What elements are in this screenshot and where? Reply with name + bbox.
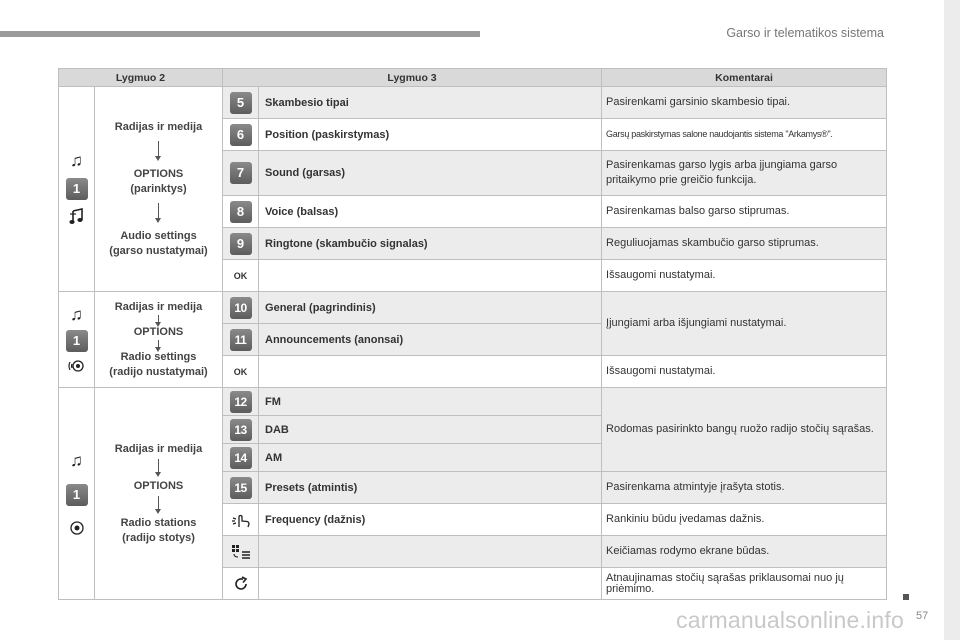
level1-cell	[59, 292, 95, 388]
setting-comment: Pasirenkamas garso lygis arba įjungiama garso pritaikymo prie greičio funkcija.	[602, 151, 887, 196]
step-badge: 6	[230, 124, 252, 146]
path-radio-media: Radijas ir medija	[114, 300, 203, 313]
setting-name: Presets (atmintis)	[259, 472, 602, 504]
setting-comment: Reguliuojamas skambučio garso stiprumas.	[602, 228, 887, 260]
audio-settings-icon	[68, 208, 86, 226]
setting-comment: Keičiamas rodymo ekrane būdas.	[602, 536, 887, 568]
arrow-down-icon	[158, 141, 159, 159]
setting-name: General (pagrindinis)	[259, 292, 602, 324]
arrow-down-icon	[158, 459, 159, 475]
arrow-down-icon	[158, 315, 159, 325]
header-level3: Lygmuo 3	[223, 69, 602, 87]
table-row	[59, 292, 887, 324]
level2-path-cell	[95, 292, 223, 388]
path-radio-media: Radijas ir medija	[114, 442, 203, 455]
setting-name: Frequency (dažnis)	[259, 504, 602, 536]
header-comment: Komentarai	[602, 69, 887, 87]
level2-path-cell	[95, 388, 223, 600]
empty-name	[259, 536, 602, 568]
number-cell	[223, 119, 259, 151]
page-number: 57	[916, 610, 929, 622]
radio-settings-icon	[68, 358, 86, 374]
path-options: OPTIONS	[133, 167, 184, 180]
number-cell	[223, 292, 259, 324]
setting-comment: Pasirenkama atmintyje įrašyta stotis.	[602, 472, 887, 504]
number-cell	[223, 388, 259, 416]
ok-label: OK	[233, 270, 248, 281]
setting-comment: Rodomas pasirinkto bangų ruožo radijo stočių sąrašas.	[602, 388, 887, 472]
setting-comment: Išsaugomi nustatymai.	[602, 356, 887, 388]
empty-name	[259, 260, 602, 292]
ok-label: OK	[233, 366, 248, 377]
step-badge: 8	[230, 201, 252, 223]
arrow-down-icon	[158, 203, 159, 221]
number-cell	[223, 87, 259, 119]
path-audio-settings-sub: (garso nustatymai)	[109, 244, 208, 257]
level1-cell	[59, 87, 95, 292]
number-cell	[223, 151, 259, 196]
number-cell	[223, 416, 259, 444]
path-options-sub: (parinktys)	[130, 182, 187, 195]
empty-name	[259, 356, 602, 388]
table-row	[59, 388, 887, 416]
path-options: OPTIONS	[133, 479, 184, 492]
setting-name: AM	[259, 444, 602, 472]
path-radio-media: Radijas ir medija	[114, 120, 203, 133]
step-badge: 9	[230, 233, 252, 255]
setting-name: Sound (garsas)	[259, 151, 602, 196]
step-badge: 7	[230, 162, 252, 184]
setting-comment: Pasirenkami garsinio skambesio tipai.	[602, 87, 887, 119]
step-badge: 13	[230, 419, 252, 441]
path-audio-settings: Audio settings	[120, 229, 197, 242]
radio-stations-icon	[69, 520, 85, 536]
arrow-down-icon	[158, 340, 159, 350]
ok-cell	[223, 356, 259, 388]
settings-table	[58, 68, 887, 600]
refresh-icon	[232, 575, 250, 593]
setting-comment: Rankiniu būdu įvedamas dažnis.	[602, 504, 887, 536]
display-mode-icon	[230, 543, 252, 561]
page-marker	[903, 594, 909, 600]
step-badge: 10	[230, 297, 252, 319]
setting-name: Skambesio tipai	[259, 87, 602, 119]
number-cell	[223, 444, 259, 472]
path-options: OPTIONS	[133, 325, 184, 338]
music-note-icon: ♫	[70, 151, 83, 170]
ok-cell	[223, 260, 259, 292]
step-badge: 12	[230, 391, 252, 413]
empty-name	[259, 568, 602, 600]
table-header-row	[59, 69, 887, 87]
step-badge: 15	[230, 477, 252, 499]
number-cell	[223, 196, 259, 228]
arrow-down-icon	[158, 496, 159, 512]
setting-name: FM	[259, 388, 602, 416]
path-radio-stations: Radio stations	[120, 516, 197, 529]
music-note-icon: ♫	[70, 304, 83, 324]
table-row	[59, 87, 887, 119]
step-badge: 5	[230, 92, 252, 114]
page-side-strip	[944, 0, 960, 640]
number-cell	[223, 324, 259, 356]
number-cell	[223, 228, 259, 260]
setting-name: DAB	[259, 416, 602, 444]
step-badge: 1	[66, 178, 88, 200]
icon-cell	[223, 536, 259, 568]
header-level2: Lygmuo 2	[59, 69, 223, 87]
page-header-title: Garso ir telematikos sistema	[726, 26, 884, 40]
path-radio-settings-sub: (radijo nustatymai)	[109, 365, 208, 378]
header-bar	[0, 31, 480, 37]
setting-comment: Įjungiami arba išjungiami nustatymai.	[602, 292, 887, 356]
path-radio-stations-sub: (radijo stotys)	[122, 531, 195, 544]
step-badge: 1	[66, 484, 88, 506]
level1-cell	[59, 388, 95, 600]
path-radio-settings: Radio settings	[120, 350, 197, 363]
setting-comment: Išsaugomi nustatymai.	[602, 260, 887, 292]
setting-comment: Atnaujinamas stočių sąrašas priklausomai nuo jų priėmimo.	[602, 568, 887, 600]
step-badge: 1	[66, 330, 88, 352]
music-note-icon: ♫	[70, 450, 83, 470]
setting-name: Announcements (anonsai)	[259, 324, 602, 356]
icon-cell	[223, 568, 259, 600]
icon-cell	[223, 504, 259, 536]
step-badge: 14	[230, 447, 252, 469]
frequency-touch-icon	[230, 511, 252, 529]
watermark-text: carmanualsonline.info	[676, 607, 904, 633]
level2-path-cell	[95, 87, 223, 292]
setting-comment: Pasirenkamas balso garso stiprumas.	[602, 196, 887, 228]
setting-name: Position (paskirstymas)	[259, 119, 602, 151]
setting-name: Ringtone (skambučio signalas)	[259, 228, 602, 260]
step-badge: 11	[230, 329, 252, 351]
setting-name: Voice (balsas)	[259, 196, 602, 228]
number-cell	[223, 472, 259, 504]
setting-comment: Garsų paskirstymas salone naudojantis sistema "Arkamys®".	[602, 119, 887, 151]
